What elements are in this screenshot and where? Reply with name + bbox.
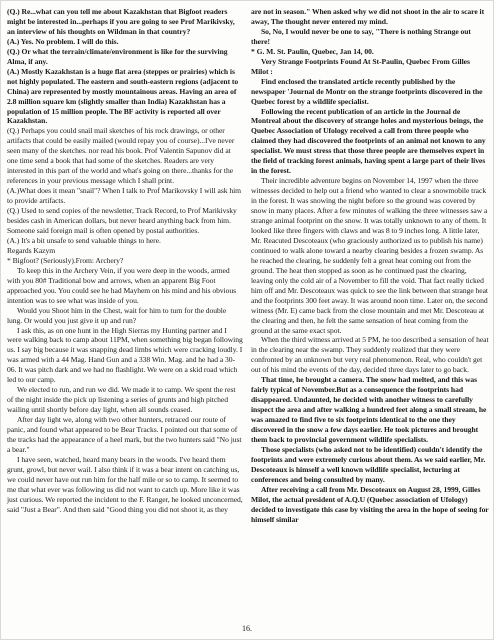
paragraph: That time, he brought a camera. The snow had melted, and this was fairly typical of November.But as a consequence the footprints had disappeared. Undaunted, he decided with another witness to carefully inspect the area and after walking a hundred feet along a small stream, he was amazed to find five to six footprints identical to the one they discovered in the snow a few days earlier. He took pictures and brought them back to provincial government wildlife specialists. (251, 375, 487, 444)
paragraph: Following the recent publication of an article in the Journal de Montreal about the discovery of strange holes and mysterious beings, the Quebec Association of Ufology received a call from three people who claimed they had discovered the footprints of an animal not known to any specialist. We must stress that those three people are themselves expert in the field of tracking forest animals, having spent a large part of their lives in the forest. (251, 106, 486, 176)
right-column (251, 7, 489, 525)
paragraph: are not in season." When asked why we did not shoot in the air to scare it away, The thought never entered my mind. (251, 7, 485, 26)
paragraph: (Q.) Or what the terrain/climate/environment is like for the surviving Alma, if any. (7, 46, 228, 66)
paragraph: (A.) Mostly Kazakhstan is a huge flat area (steppes or prairies) which is not highly populated. The eastern and south-eastern regions (adjacent to China) are represented by mostly mountainous areas. Having an area of 2.8 million square km (slightly smaller than India) Kazakhstan has a population of 15 million people. The BF activity is reported all over Kazakhstan. (7, 66, 239, 126)
paragraph: * Bigfoot? (Seriously).From: Archery? (7, 255, 124, 265)
paragraph: Those specialists (who asked not to be identified) couldn't identify the footprints and were extremely curious about them. As we said earlier, Mr. Descoteaux is himself a well known wildlife specialist, lecturing at conferences and being consulted by many. (251, 444, 486, 484)
paragraph: (A.)What does it mean "snail"? When I talk to Prof Marikovsky I will ask him to provide artifacts. (7, 186, 242, 206)
page-number: 16. (242, 624, 252, 633)
paragraph: I ask this, as on one hunt in the High Sierras my Hunting partner and I were walking back to camp about 11PM, when something big began following us. I say big because it was snapping dead limbs which were cracking loudly. I was armed with a 44 Mag. Hand Gun and a 338 Win. Mag. and he had a 30-06. It was pitch dark and we had no flashlight. We were on a skid road which led to our camp. (7, 325, 243, 385)
paragraph: * G. M. St. Paulin, Quebec, Jan 14, 00. (251, 46, 374, 56)
paragraph: Would you Shoot him in the Chest, wait for him to turn for the double lung. Or would you just give it up and run? (7, 305, 227, 325)
paragraph: Regards Kazym (7, 245, 56, 255)
paragraph: We elected to run, and run we did. We made it to camp. We spent the rest of the night inside the pick up listening a series of grunts and high pitched wailing until shortly before day light, when all sounds ceased. (7, 385, 236, 415)
left-column (7, 7, 243, 515)
paragraph: (Q.) Used to send copies of the newsletter, Track Record, to Prof Marikivsky besides cash in American dollars, but never heard anything back from him. Someone said foreign mail is often opened by postal authorities. (7, 206, 237, 235)
paragraph: To keep this in the Archery Vein, if you were deep in the woods, armed with you 80# Traditional bow and arrows, when an apparent Big Foot approached you. You could see he had Mayhem on his mind and his obvious intention was to see what was inside of you. (7, 265, 237, 305)
paragraph: (A.) Yes. No problem. I will do this. (7, 36, 119, 46)
paragraph: After day light we, along with two other hunters, retraced our route of panic, and found what appeared to be Bear Tracks. I pointed out that some of the tracks had the appearance of a heel mark, but the two hunters said "No just a bear." (7, 415, 242, 454)
paragraph: After receiving a call from Mr. Descoteaux on August 28, 1999, Gilles Milot, the actual president of A.Q.U (Quebec association of Ufology) decided to investigate this case by visiting the area in the hope of seeing for himself similar (251, 484, 489, 524)
paragraph: I have seen, watched, heard many bears in the woods. I've heard them grunt, growl, but never wail. I also think if it was a bear intent on catching us, we could never have out run him for the half mile or so to camp. It seemed to me that what ever was following us did not want to catch up. More like it was just curious. We reported the incident to the F. Ranger, he looked unconcerned, said "Just a Bear". And then said "Good thing you did not shoot it, as they (7, 454, 243, 514)
paragraph: When the third witness arrived at 5 PM, he too described a sensation of heat in the clearing near the swamp. They suddenly realized that they were confronted by an unknown but very real phenomenon. Real, who couldn't get out of his mind the events of the day, decided three days later to go back. (251, 335, 489, 375)
paragraph: So, No, I would never be one to say, "There is nothing Strange out there! (251, 26, 471, 46)
paragraph: Very Strange Footprints Found At St-Paulin, Quebec From Gilles Milot : (251, 56, 470, 76)
paragraph: Find enclosed the translated article recently published by the newspaper 'Journal de Montr on the strange footprints discovered in the Quebec forest by a wildlife specialist. (251, 76, 483, 106)
paragraph: Their incredible adventure begins on November 14, 1997 when the three witnesses decided to help out a friend who wanted to clear a snowmobile track in the forest. It was snowing the night before so the ground was covered by snow in many places. After a few minutes of walking the three witnesses saw a strange animal footprint on the snow. It was totally unknown to any of them. It looked like three fingers with claws and was 8 to 9 inches long. A little later, Mr. Reacuted Descoteaux (who graciously authorized us to publish his name) continued to walk alone toward a nearby clearing besides a frozen swamp. As he reached the clearing, he suddenly felt a great heat coming out from the ground. The heat then stopped as soon as he continued past the clearing, leaving only the cold air of a November to fill the void. That fact really ticked him off and Mr. Descoteaux was quick to see the link between that strange heat and the footprints 300 feet away. It was around noon time. Later on, the second witness (Mr. E) came back from the close mountain and met Mr. Descoteau at the clearing and then, he felt the same sensation of heat coming from the ground at the same exact spot. (251, 176, 488, 335)
paragraph: (Q.) Re...what can you tell me about Kazakhstan that Bigfoot readers might be interested in...perhaps if you are going to see Prof Marikivsky, an interview of his thoughts on Wildman in that country? (7, 7, 235, 36)
paragraph: (Q.) Perhaps you could snail mail sketches of his rock drawings, or other artifacts that could be easily mailed (would repay you of course)...I've never seen many of the sketches. nor read his book. Prof Valentin Sapunov did at one time send a book that had some of the sketches. Readers are very interested in this part of the world and what's going on there...thanks for the references in your previous message which I shall print. (7, 126, 235, 186)
paragraph: (A.) It's a bit unsafe to send valuable things to here. (7, 235, 161, 245)
